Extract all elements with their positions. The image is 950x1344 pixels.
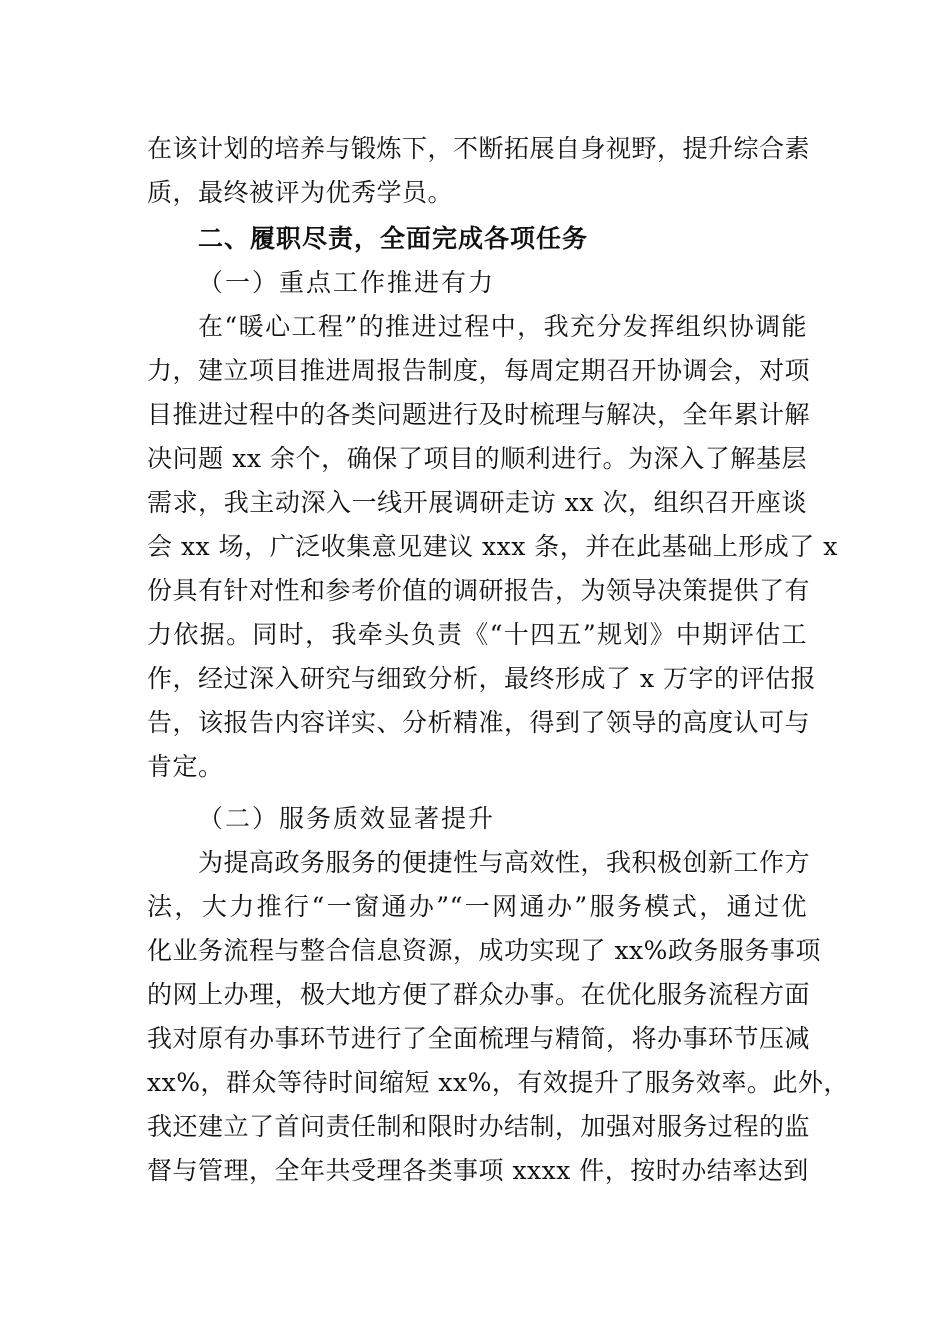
paragraph-line: 化业务流程与整合信息资源，成功实现了 xx%政务服务事项	[147, 936, 821, 965]
paragraph-line: 力依据。同时，我牵头负责《“十四五”规划》中期评估工	[147, 620, 807, 649]
paragraph-line: 为提高政务服务的便捷性与高效性，我积极创新工作方	[198, 848, 811, 877]
paragraph-line: 份具有针对性和参考价值的调研报告，为领导决策提供了有	[147, 576, 811, 605]
section-heading: 二、履职尽责，全面完成各项任务	[198, 224, 589, 253]
paragraph-line: 会 xx 场，广泛收集意见建议 xxx 条，并在此基础上形成了 x	[147, 532, 838, 561]
paragraph-line: 在该计划的培养与锻炼下，不断拓展自身视野，提升综合素	[147, 134, 811, 163]
paragraph-line: 的网上办理，极大地方便了群众办事。在优化服务流程方面	[147, 980, 811, 1009]
subsection-heading: （二）服务质效显著提升	[198, 804, 496, 833]
paragraph-line: 质，最终被评为优秀学员。	[147, 178, 454, 207]
paragraph-line: 法，大力推行“一窗通办”“一网通办”服务模式，通过优	[147, 892, 807, 921]
paragraph-line: 告，该报告内容详实、分析精准，得到了领导的高度认可与	[147, 708, 811, 737]
paragraph-line: 决问题 xx 余个，确保了项目的顺利进行。为深入了解基层	[147, 444, 807, 473]
paragraph-line: 需求，我主动深入一线开展调研走访 xx 次，组织召开座谈	[147, 488, 807, 517]
paragraph-line: 我对原有办事环节进行了全面梳理与精简，将办事环节压减	[147, 1024, 811, 1053]
paragraph-line: 督与管理，全年共受理各类事项 xxxx 件，按时办结率达到	[147, 1156, 809, 1185]
paragraph-line: xx%，群众等待时间缩短 xx%，有效提升了服务效率。此外，	[147, 1068, 849, 1097]
paragraph-line: 肯定。	[147, 752, 224, 781]
paragraph-line: 力，建立项目推进周报告制度，每周定期召开协调会，对项	[147, 356, 811, 385]
paragraph-line: 在“暖心工程”的推进过程中，我充分发挥组织协调能	[198, 312, 807, 341]
paragraph-line: 作，经过深入研究与细致分析，最终形成了 x 万字的评估报	[147, 664, 816, 693]
subsection-heading: （一）重点工作推进有力	[198, 268, 496, 297]
paragraph-line: 我还建立了首问责任制和限时办结制，加强对服务过程的监	[147, 1112, 811, 1141]
paragraph-line: 目推进过程中的各类问题进行及时梳理与解决，全年累计解	[147, 400, 811, 429]
